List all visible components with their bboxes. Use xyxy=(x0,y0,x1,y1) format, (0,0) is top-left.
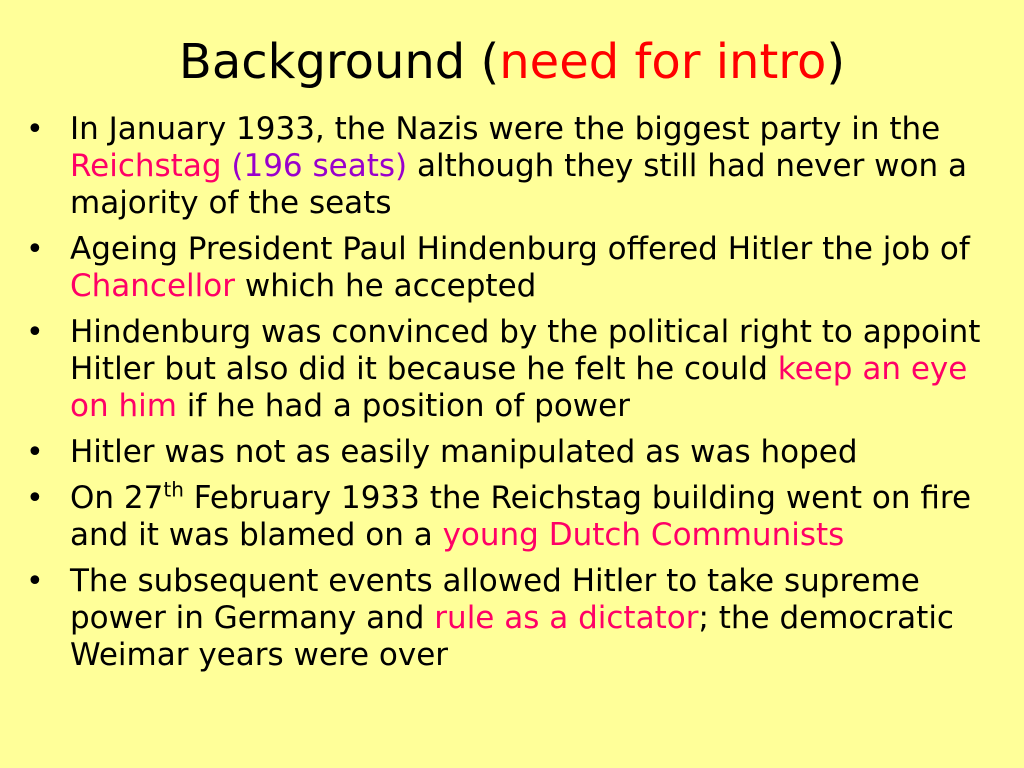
ordinal-suffix: th xyxy=(163,477,184,502)
bullet-item-chancellor xyxy=(0,231,1024,305)
bullet-item-reichstag-fire xyxy=(0,477,1024,554)
bullet-text: Hindenburg was convinced by the political right to appoint Hitler but also did it because he felt he could xyxy=(70,314,981,387)
bullet-item-hindenburg-convinced xyxy=(0,314,1024,425)
bullet-icon: • xyxy=(26,481,44,516)
bullet-text: Hitler was not as easily manipulated as was hoped xyxy=(70,434,858,470)
bullet-text: February 1933 the Reichstag building went on fire and it was blamed on a xyxy=(70,480,972,553)
bullet-icon: • xyxy=(26,315,44,350)
highlight-dutch-communists: young Dutch Communists xyxy=(442,517,845,553)
title-lead: Background ( xyxy=(178,34,500,90)
title-accent: need for intro xyxy=(499,34,827,90)
bullet-text: On 27 xyxy=(70,480,164,516)
bullet-text: Ageing President Paul Hindenburg offered Hitler the job of xyxy=(70,231,970,267)
bullet-list xyxy=(0,111,1024,683)
bullet-text: In January 1933, the Nazis were the biggest party in the xyxy=(70,111,941,147)
bullet-text: which he accepted xyxy=(235,268,537,304)
bullet-text: ; the democratic Weimar years were over xyxy=(70,600,954,673)
bullet-item-reichstag-seats xyxy=(0,111,1024,222)
bullet-item-not-manipulated xyxy=(0,434,1024,471)
bullet-item-dictator xyxy=(0,563,1024,674)
bullet-icon: • xyxy=(26,112,44,147)
bullet-text: if he had a position of power xyxy=(176,388,630,424)
highlight-keep-an-eye: keep an eye on him xyxy=(70,351,968,424)
highlight-dictator: rule as a dictator xyxy=(434,600,699,636)
highlight-reichstag: Reichstag xyxy=(70,148,222,184)
title-trail: ) xyxy=(826,34,846,90)
bullet-text: The subsequent events allowed Hitler to take supreme power in Germany and xyxy=(70,563,920,636)
slide-title xyxy=(0,26,1024,98)
bullet-text: although they still had never won a majority of the seats xyxy=(70,148,967,221)
highlight-seats: (196 seats) xyxy=(231,148,408,184)
bullet-icon: • xyxy=(26,232,44,267)
bullet-icon: • xyxy=(26,435,44,470)
highlight-chancellor: Chancellor xyxy=(70,268,235,304)
bullet-icon: • xyxy=(26,564,44,599)
